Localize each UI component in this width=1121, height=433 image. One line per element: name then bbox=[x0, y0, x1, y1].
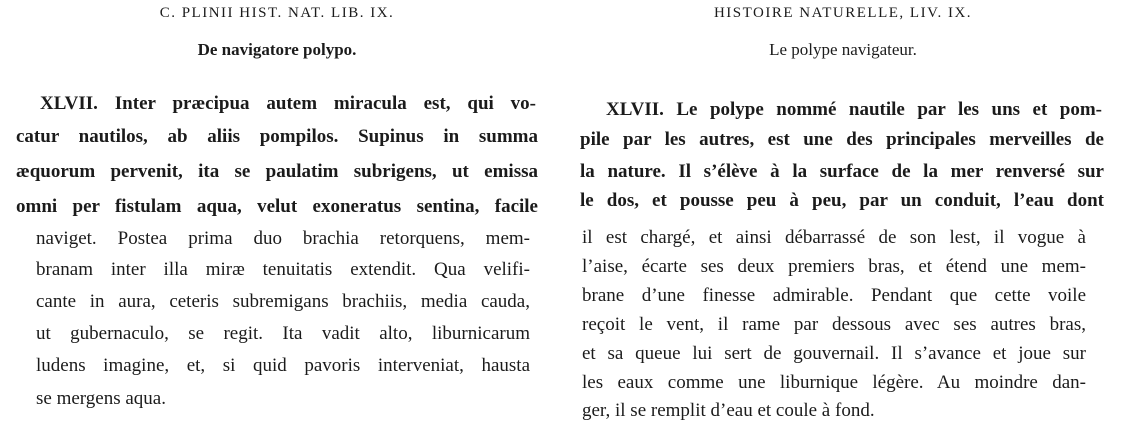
left-text-line-7: cante in aura, ceteris subremigans brachiis, media cauda, bbox=[36, 291, 530, 312]
left-text-line-8: ut gubernaculo, se regit. Ita vadit alto, liburnicarum bbox=[36, 323, 530, 344]
right-text-line-1: XLVII. Le polype nommé nautile par les uns et pom- bbox=[606, 99, 1102, 120]
left-text-line-9: ludens imagine, et, si quid pavoris interveniat, hausta bbox=[36, 355, 530, 376]
left-text-line-1: XLVII. Inter præcipua autem miracula est, qui vo- bbox=[40, 93, 536, 114]
left-text-line-3: æquorum pervenit, ita se paulatim subrigens, ut emissa bbox=[16, 161, 538, 182]
right-text-line-5: il est chargé, et ainsi débarrassé de son lest, il vogue à bbox=[582, 227, 1086, 248]
right-text-line-8: reçoit le vent, il rame par dessous avec ses autres bras, bbox=[582, 314, 1086, 335]
left-text-line-6: branam inter illa miræ tenuitatis extendit. Qua velifi- bbox=[36, 259, 530, 280]
right-text-line-3: la nature. Il s’élève à la surface de la mer renversé sur bbox=[580, 161, 1104, 182]
right-text-line-11: ger, il se remplit d’eau et coule à fond. bbox=[582, 400, 875, 421]
right-page-french bbox=[580, 0, 1106, 433]
right-text-line-7: brane d’une finesse admirable. Pendant que cette voile bbox=[582, 285, 1086, 306]
left-page-latin bbox=[14, 0, 540, 433]
right-text-line-9: et sa queue lui sert de gouvernail. Il s’avance et joue sur bbox=[582, 343, 1086, 364]
right-section-title: Le polype navigateur. bbox=[769, 40, 917, 59]
right-running-head: HISTOIRE NATURELLE, LIV. IX. bbox=[713, 5, 973, 21]
left-section-title: De navigatore polypo. bbox=[197, 40, 357, 59]
left-text-line-4: omni per fistulam aqua, velut exoneratus sentina, facile bbox=[16, 196, 538, 217]
left-text-line-5: naviget. Postea prima duo brachia retorquens, mem- bbox=[36, 228, 530, 249]
right-text-line-6: l’aise, écarte ses deux premiers bras, et étend une mem- bbox=[582, 256, 1086, 277]
right-text-line-10: les eaux comme une liburnique légère. Au moindre dan- bbox=[582, 372, 1086, 393]
right-text-line-4: le dos, et pousse peu à peu, par un conduit, l’eau dont bbox=[580, 190, 1104, 211]
left-running-head: C. PLINII HIST. NAT. LIB. IX. bbox=[159, 5, 395, 21]
left-text-line-10: se mergens aqua. bbox=[36, 388, 166, 409]
right-text-line-2: pile par les autres, est une des principales merveilles de bbox=[580, 129, 1104, 150]
left-text-line-2: catur nautilos, ab aliis pompilos. Supinus in summa bbox=[16, 126, 538, 147]
